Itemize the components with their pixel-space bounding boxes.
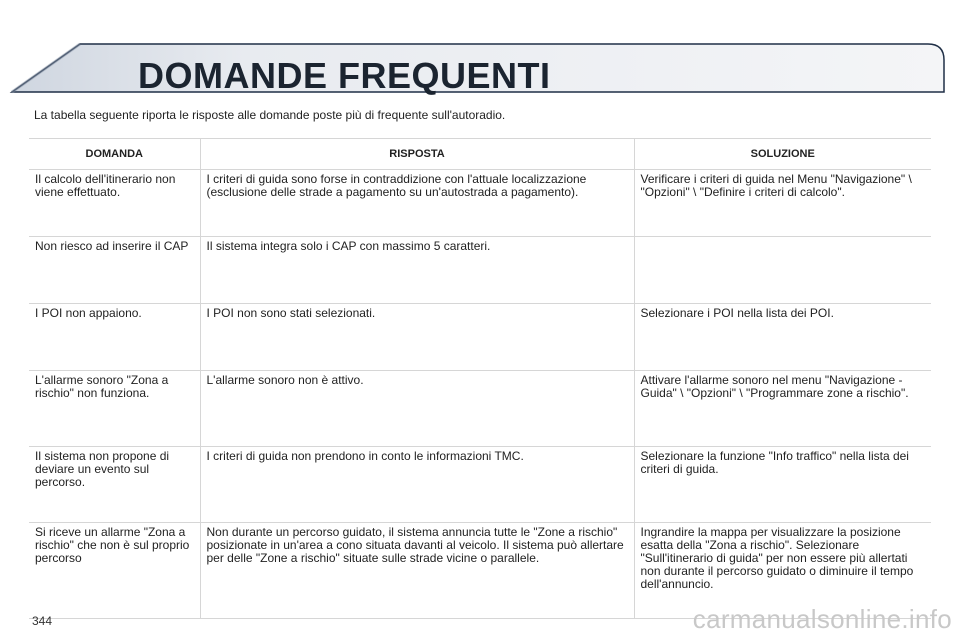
solution-cell: Selezionare la funzione "Info traffico" nella lista dei criteri di guida.: [634, 447, 931, 523]
solution-cell: [634, 237, 931, 304]
faq-table: [29, 138, 931, 619]
table-row: [29, 371, 931, 447]
table-header-row: [29, 139, 931, 170]
question-cell: Il calcolo dell'itinerario non viene effettuato.: [29, 170, 200, 237]
page-title: DOMANDE FREQUENTI: [138, 55, 551, 96]
table-row: [29, 237, 931, 304]
answer-cell: Non durante un percorso guidato, il sistema annuncia tutte le "Zone a rischio" posizionate in un'area a cono situata davanti al veicolo. Il sistema può allertare per delle "Zone a rischio" situate sulle strade vicine o parallele.: [200, 523, 634, 619]
answer-cell: I criteri di guida sono forse in contraddizione con l'attuale localizzazione (esclusione delle strade a pagamento su un'autostrada a pagamento).: [200, 170, 634, 237]
answer-cell: Il sistema integra solo i CAP con massimo 5 caratteri.: [200, 237, 634, 304]
solution-cell: Verificare i criteri di guida nel Menu "Navigazione" \ "Opzioni" \ "Definire i criteri di calcolo".: [634, 170, 931, 237]
solution-cell: Attivare l'allarme sonoro nel menu "Navigazione - Guida" \ "Opzioni" \ "Programmare zone a rischio".: [634, 371, 931, 447]
table-row: [29, 304, 931, 371]
question-cell: L'allarme sonoro "Zona a rischio" non funziona.: [29, 371, 200, 447]
header-risposta: RISPOSTA: [200, 139, 634, 170]
table-row: [29, 447, 931, 523]
page-number: 344: [32, 614, 53, 628]
answer-cell: I POI non sono stati selezionati.: [200, 304, 634, 371]
intro-text: La tabella seguente riporta le risposte alle domande poste più di frequente sull'autoradio.: [34, 108, 506, 122]
solution-cell: Ingrandire la mappa per visualizzare la posizione esatta della "Zona a rischio". Selezionare "Sull'itinerario di guida" per non essere più allertati non durante il percorso guidato o diminuire il tempo dell'annuncio.: [634, 523, 931, 619]
header-soluzione: SOLUZIONE: [634, 139, 931, 170]
solution-cell: Selezionare i POI nella lista dei POI.: [634, 304, 931, 371]
question-cell: I POI non appaiono.: [29, 304, 200, 371]
answer-cell: L'allarme sonoro non è attivo.: [200, 371, 634, 447]
watermark-text: carmanualsonline.info: [692, 604, 952, 634]
question-cell: Si riceve un allarme "Zona a rischio" che non è sul proprio percorso: [29, 523, 200, 619]
question-cell: Non riesco ad inserire il CAP: [29, 237, 200, 304]
question-cell: Il sistema non propone di deviare un evento sul percorso.: [29, 447, 200, 523]
table-row: [29, 170, 931, 237]
answer-cell: I criteri di guida non prendono in conto le informazioni TMC.: [200, 447, 634, 523]
header-domanda: DOMANDA: [29, 139, 200, 170]
